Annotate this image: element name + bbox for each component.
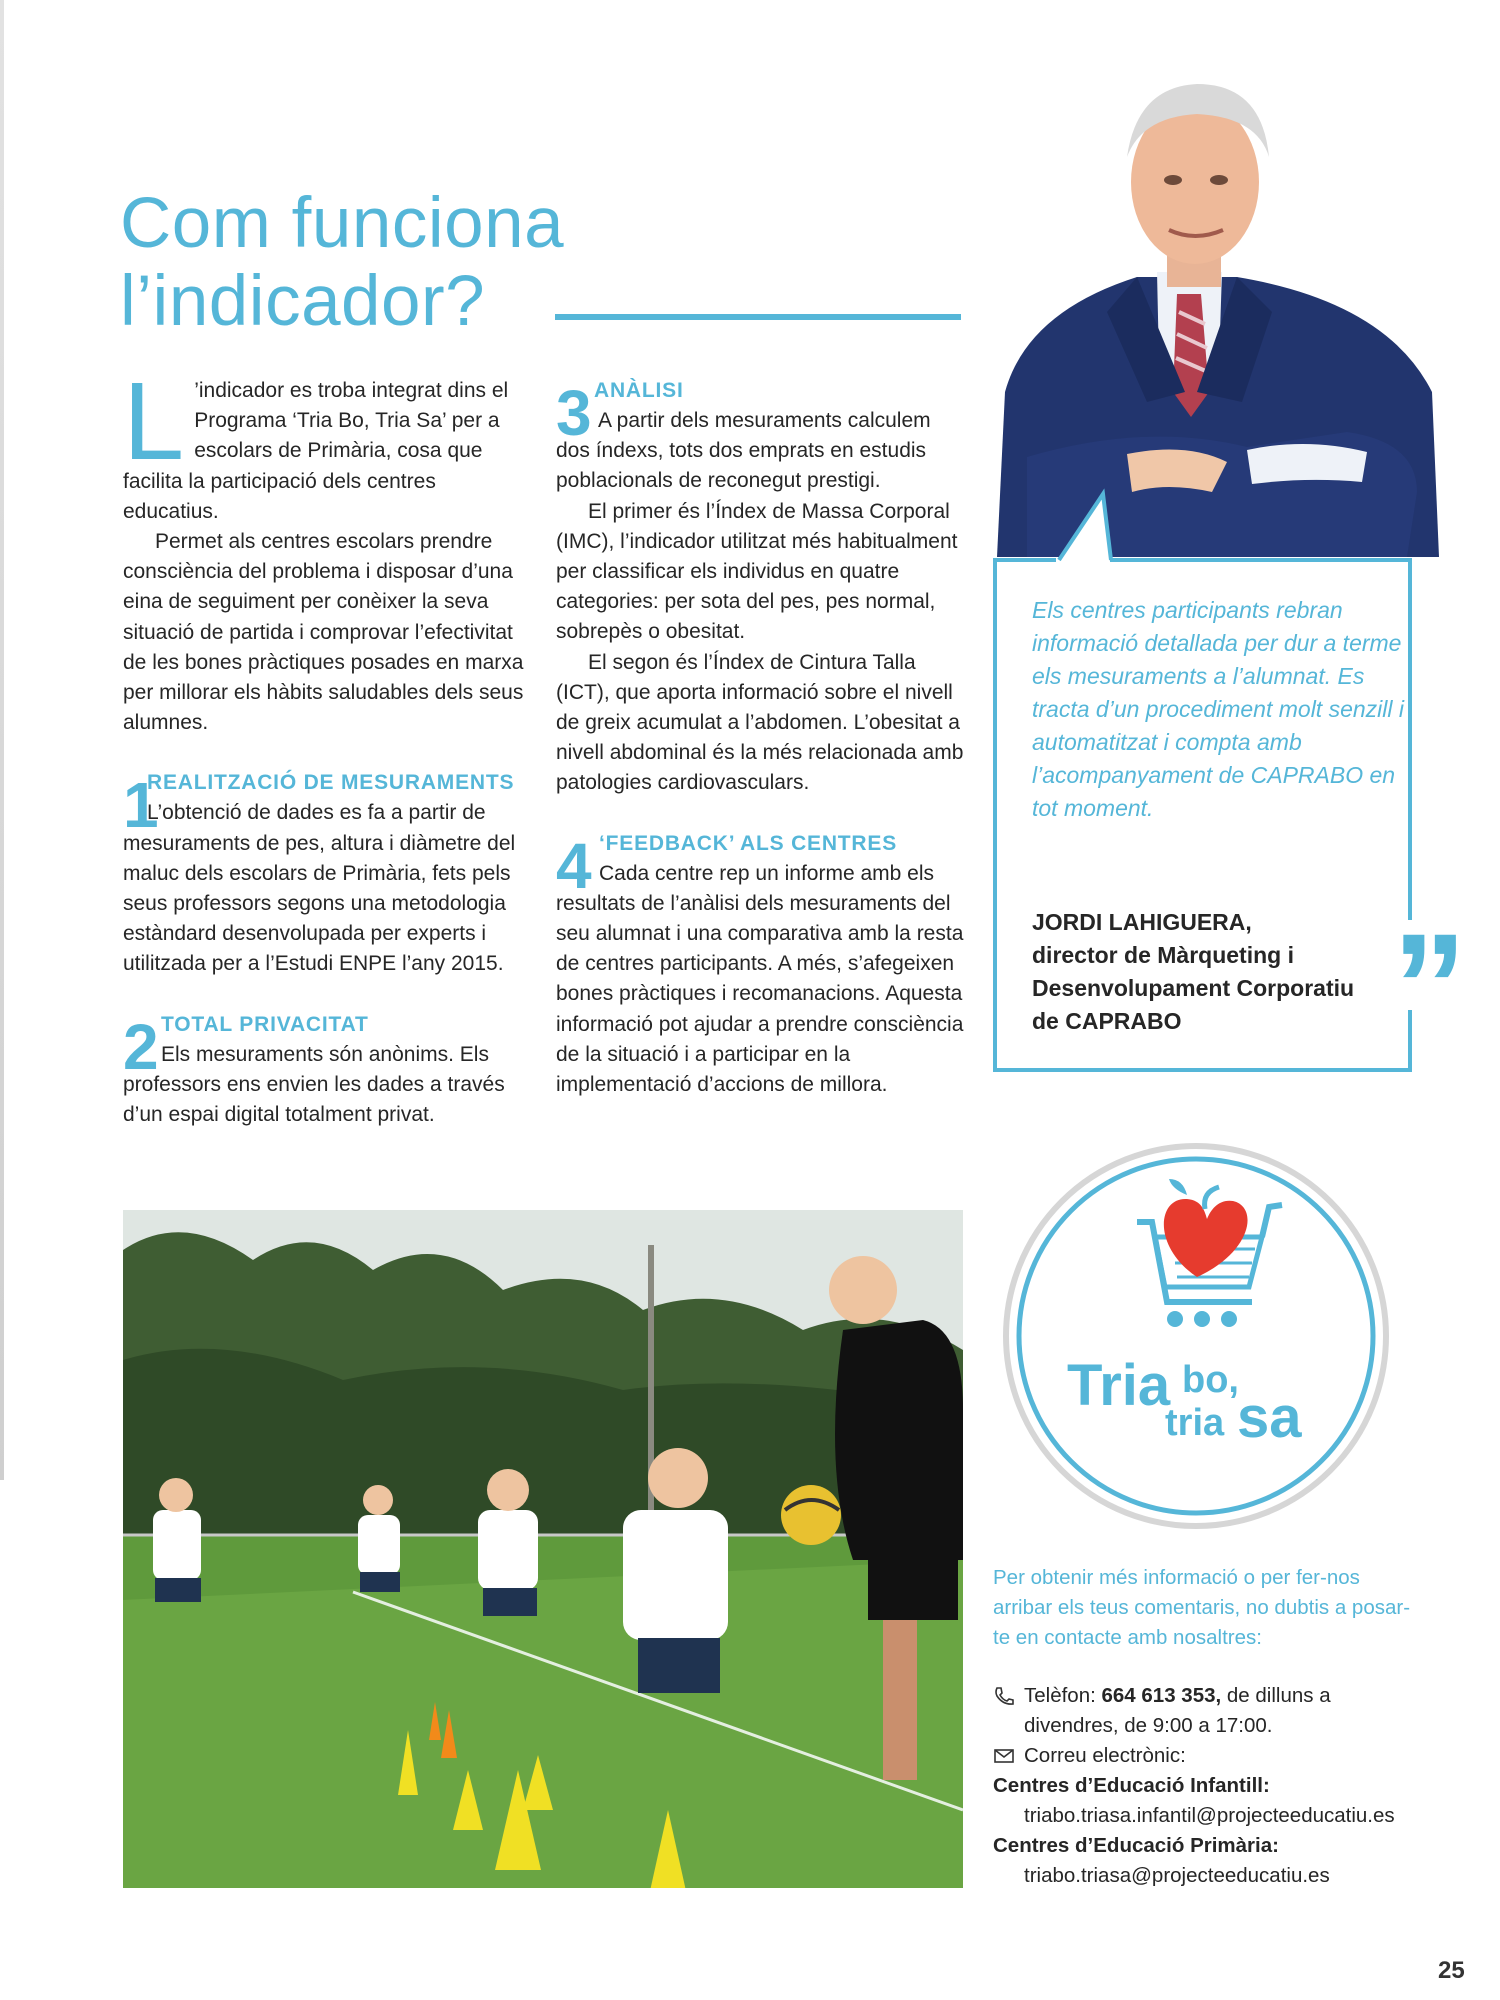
infantil-email[interactable]: triabo.triasa.infantil@projecteeducatiu.es (1024, 1804, 1395, 1827)
quote-text: Els centres participants rebran informació detallada per dur a terme els mesuraments a l’alumnat. Es tracta d’un procediment molt senzill i automatitzat i compta amb l’acompanyament de CAPRABO en tot moment. (1032, 597, 1404, 821)
section-3 (556, 376, 966, 799)
page-number: 25 (1438, 1957, 1465, 1984)
section-body-3b: El primer és l’Índex de Massa Corporal (IMC), l’indicador utilitzat més habitualment per classificar els individus en quatre categories: per sota del pes, pes normal, sobrepès o obesitat. (556, 499, 958, 644)
contact-phone (993, 1681, 1423, 1741)
section-body-1: L’obtenció de dades es fa a partir de mesuraments de pes, altura i diàmetre del maluc dels escolars de Primària, fets pels seus professors segons una metodologia estàndard desenvolupada per experts i utilitzada per a l’Estudi ENPE l’any 2015. (123, 801, 516, 976)
page-title (120, 185, 580, 341)
article-column-left (123, 360, 533, 1130)
contact-block (993, 1563, 1423, 1891)
contact-email-heading (993, 1741, 1423, 1771)
section-number-1: 1 (123, 769, 159, 842)
quote-marks-icon (1388, 920, 1468, 1010)
section-body-4: Cada centre rep un informe amb els resultats de l’anàlisi dels mesuraments del seu alumnat i una comparativa amb la resta de centres participants. A més, s’afegeixen bones pràctiques i recomanacions. Aquesta informació pot ajudar a prendre consciència de la situació i a participar en la implementació d’accions de millora. (556, 861, 964, 1097)
primaria-label: Centres d’Educació Primària: (993, 1834, 1279, 1857)
logo-word-bo: bo, (1182, 1359, 1239, 1401)
section-body-2: Els mesuraments són anònims. Els professors ens envien les dades a través d’un espai digital totalment privat. (123, 1042, 505, 1127)
section-heading-3: ANÀLISI (594, 379, 684, 402)
quote-box-top-right (1110, 558, 1412, 564)
logo-word-tria: Tria (1067, 1353, 1171, 1418)
section-1 (123, 768, 533, 979)
title-rule (555, 314, 961, 320)
section-number-3: 3 (556, 377, 592, 449)
quote-marks-glyph: ” (1392, 920, 1467, 1010)
article-column-right (556, 376, 966, 1100)
section-number-4: 4 (556, 829, 592, 902)
section-body-3c: El segon és l’Índex de Cintura Talla (ICT), que aporta informació sobre el nivell de greix acumulat a l’abdomen. L’obesitat a nivell abdominal és la més relacionada amb patologies cardiovasculars. (556, 650, 964, 795)
quote-author-role: director de Màrqueting i Desenvolupament Corporatiu de CAPRABO (1032, 942, 1355, 1034)
page-title-line-1: Com funciona (120, 184, 565, 263)
section-2 (123, 1010, 533, 1131)
phone-icon (993, 1686, 1015, 1706)
phone-hours: de dilluns a divendres, de 9:00 a 17:00. (1024, 1684, 1331, 1737)
phone-number[interactable]: 664 613 353, (1101, 1684, 1222, 1707)
email-label: Correu electrònic: (1024, 1744, 1186, 1767)
portrait-photo (987, 62, 1447, 557)
intro-text: ’indicador es troba integrat dins el Programa ‘Tria Bo, Tria Sa’ per a escolars de Primària, cosa que facilita la participació dels centres educatius. (123, 379, 509, 523)
quote-author (1032, 906, 1382, 1038)
primaria-email[interactable]: triabo.triasa@projecteeducatiu.es (1024, 1864, 1330, 1887)
intro-paragraph-2: Permet als centres escolars prendre consciència del problema i disposar d’una eina de seguiment per conèixer la seva situació de partida i comprovar l’efectivitat de les bones pràctiques posades en marxa per millorar els hàbits saludables dels seus alumnes. (123, 530, 524, 735)
section-heading-4: ‘FEEDBACK’ ALS CENTRES (599, 831, 898, 855)
section-body-3: A partir dels mesuraments calculem dos índexs, tots dos emprats en estudis poblacionals de reconegut prestigi. (556, 409, 931, 493)
tria-bo-tria-sa-logo (997, 1137, 1395, 1535)
page-title-line-2: l’indicador? (120, 262, 486, 341)
logo-word-sa: sa (1237, 1385, 1302, 1450)
speech-bubble-tail (1055, 488, 1115, 564)
quote-box-top-left (993, 558, 1056, 564)
contact-intro: Per obtenir més informació o per fer-nos arribar els teus comentaris, no dubtis a posar-te en contacte amb nosaltres: (993, 1566, 1411, 1649)
phone-label: Telèfon: (1024, 1684, 1102, 1707)
dropcap: L (123, 360, 185, 483)
logo-word-tria-2: tria (1165, 1402, 1225, 1444)
section-heading-2: TOTAL PRIVACITAT (161, 1012, 369, 1036)
mail-icon (993, 1746, 1015, 1766)
football-training-photo (123, 1210, 963, 1888)
intro-paragraph (123, 360, 533, 527)
section-4 (556, 829, 966, 1101)
infantil-label: Centres d’Educació Infantill: (993, 1774, 1270, 1797)
page-edge-shadow (0, 0, 4, 1480)
section-heading-1: REALITZACIÓ DE MESURAMENTS (147, 771, 515, 795)
section-number-2: 2 (123, 1010, 159, 1083)
quote-author-name: JORDI LAHIGUERA, (1032, 909, 1252, 935)
